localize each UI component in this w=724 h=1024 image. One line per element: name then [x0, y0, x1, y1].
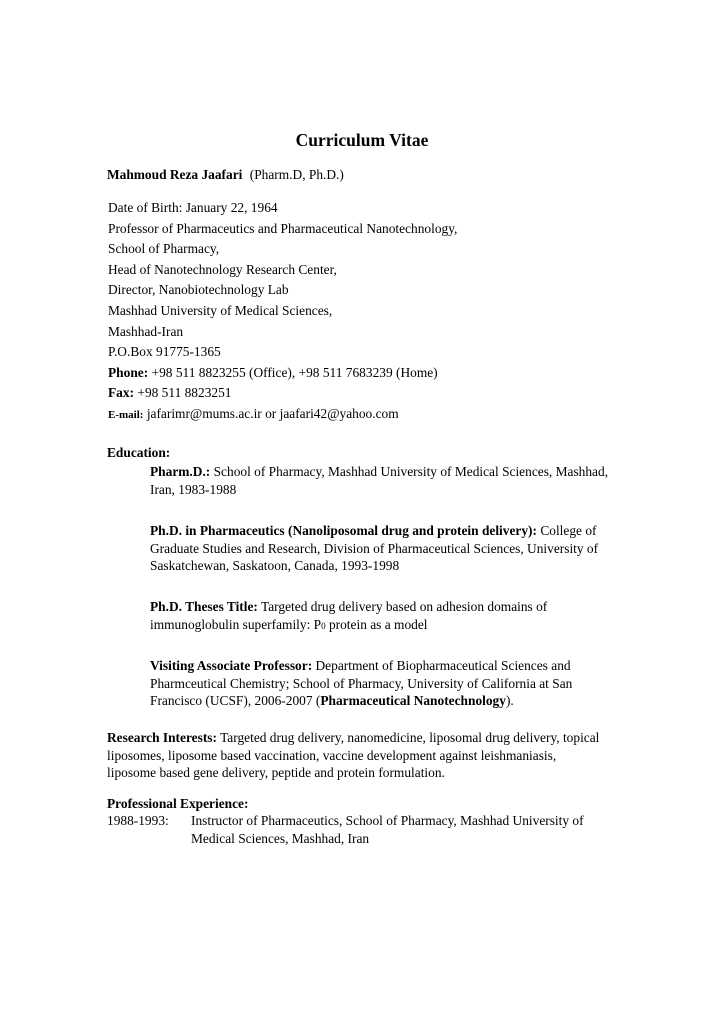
- email-line: [108, 404, 668, 425]
- education-item-text: School of Pharmacy, Mashhad University of Medical Sciences, Mashhad, Iran, 1983-1988: [150, 464, 609, 497]
- experience-heading: Professional Experience:: [107, 796, 249, 811]
- contact-line: Mashhad-Iran: [108, 323, 184, 339]
- email-label: E-mail:: [108, 408, 144, 421]
- education-item: [150, 463, 620, 498]
- education-item-label: Ph.D. in Pharmaceutics (Nanoliposomal drug and protein delivery):: [150, 523, 537, 538]
- person-degrees: (Pharm.D, Ph.D.): [249, 167, 344, 182]
- education-item-text-after: ).: [505, 693, 514, 708]
- education-item-label: Visiting Associate Professor:: [150, 658, 313, 673]
- education-item-bold-inline: Pharmaceutical Nanotechnology: [320, 693, 506, 708]
- education-item-text: Targeted drug delivery based on adhesion domains of immunoglobulin superfamily: P: [150, 599, 548, 632]
- education-item-text: Department of Biopharmaceutical Sciences and Pharmceutical Chemistry; School of Pharmacy, University of California at San Francisco (UCSF), 2006-2007 (: [150, 658, 573, 708]
- subscript-text: 0: [321, 620, 326, 631]
- contact-line: Mashhad University of Medical Sciences,: [108, 302, 333, 318]
- fax-line: [108, 383, 668, 404]
- research-interests: [107, 729, 607, 782]
- contact-block: [108, 198, 668, 425]
- contact-line: Director, Nanobiotechnology Lab: [108, 282, 289, 298]
- contact-line: Head of Nanotechnology Research Center,: [108, 261, 337, 277]
- email-value: jafarimr@mums.ac.ir or jaafari42@yahoo.com: [146, 405, 399, 421]
- education-item: [150, 598, 620, 635]
- phone-value: +98 511 8823255 (Office), +98 511 7683239 (Home): [151, 364, 438, 380]
- experience-description: Instructor of Pharmaceutics, School of Pharmacy, Mashhad University of Medical Sciences, Mashhad, Iran: [191, 813, 584, 846]
- date-of-birth: Date of Birth: January 22, 1964: [108, 200, 278, 215]
- education-item: [150, 657, 620, 710]
- fax-value: +98 511 8823251: [137, 385, 232, 401]
- experience-period: 1988-1993:: [107, 813, 169, 828]
- contact-line: Professor of Pharmaceutics and Pharmaceutical Nanotechnology,: [108, 220, 458, 236]
- education-item-text-after: protein as a model: [325, 616, 428, 632]
- research-text: Targeted drug delivery, nanomedicine, liposomal drug delivery, topical liposomes, liposome based vaccination, vaccine development against leishmaniasis, liposome based gene delivery, peptide and protein formulation.: [107, 730, 600, 780]
- fax-label: Fax:: [108, 385, 135, 401]
- education-item: [150, 522, 620, 575]
- contact-line: School of Pharmacy,: [108, 241, 220, 257]
- research-label: Research Interests:: [107, 730, 217, 745]
- phone-line: [108, 363, 668, 384]
- contact-line: P.O.Box 91775-1365: [108, 344, 221, 360]
- name-line: [107, 165, 344, 186]
- person-name: Mahmoud Reza Jaafari: [107, 167, 243, 182]
- education-item-label: Ph.D. Theses Title:: [150, 599, 258, 614]
- page-title: Curriculum Vitae: [295, 130, 429, 150]
- education-heading: Education:: [107, 445, 171, 460]
- education-item-label: Pharm.D.:: [150, 464, 211, 479]
- education-item-text: College of Graduate Studies and Research, Division of Pharmaceutical Sciences, University of Saskatchewan, Saskatoon, Canada, 1993-1998: [150, 523, 599, 573]
- phone-label: Phone:: [108, 364, 149, 380]
